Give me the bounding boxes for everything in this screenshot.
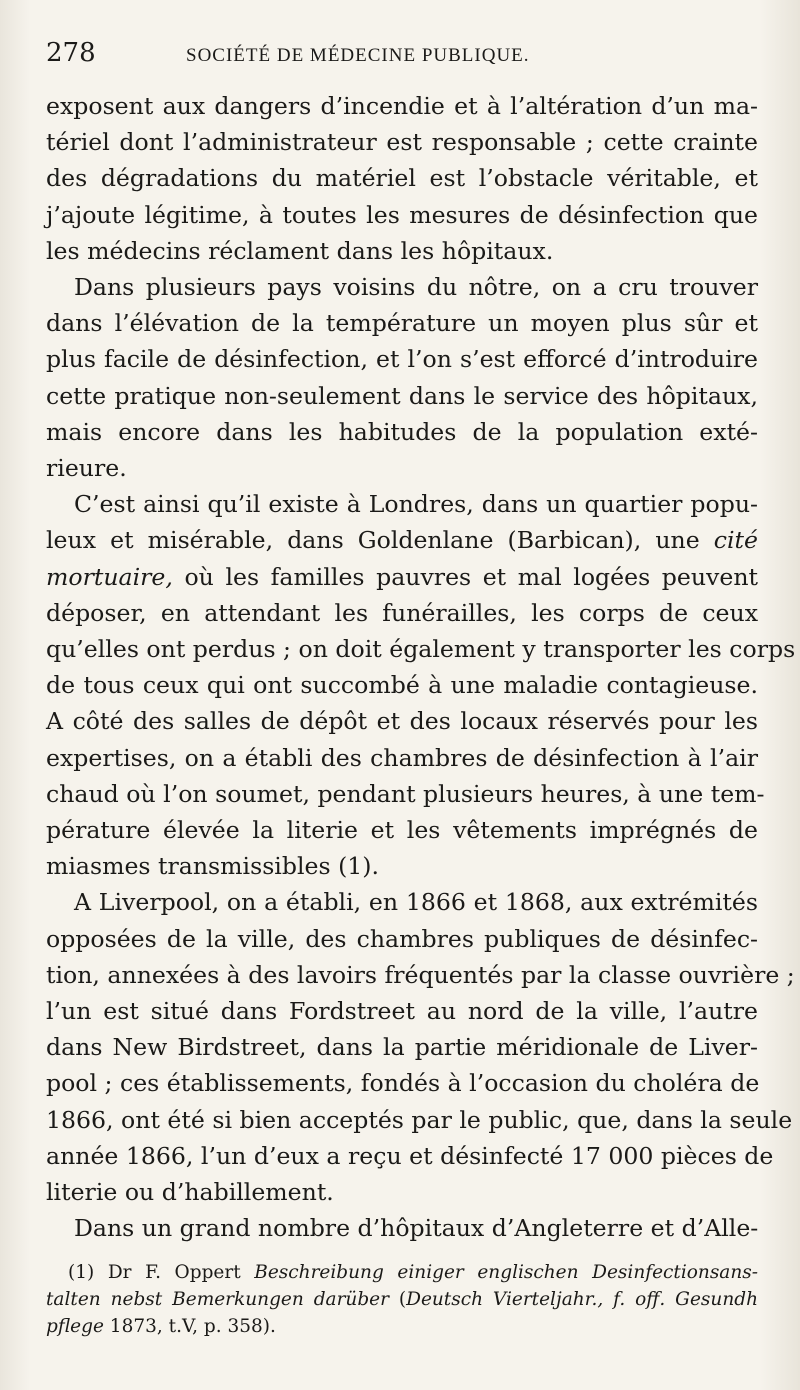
paragraph-4	[46, 884, 795, 1210]
text-line: opposées de la ville, des chambres publiques de désinfec-	[46, 924, 758, 953]
paragraph-5	[46, 1210, 758, 1246]
text-line: les médecins réclament dans les hôpitaux.	[46, 236, 554, 265]
text-line: expertises, on a établi des chambres de désinfection à l’air	[46, 743, 758, 772]
text-line: dans l’élévation de la température un moyen plus sûr et	[46, 309, 758, 338]
text-line: pérature élevée la literie et les vêtements imprégnés de	[46, 816, 758, 845]
text-line: A côté des salles de dépôt et des locaux réservés pour les	[46, 707, 758, 736]
text-line: des dégradations du matériel est l’obstacle véritable, et	[46, 164, 758, 193]
page-header	[46, 38, 758, 88]
page-number: 278	[46, 38, 96, 68]
text-line	[46, 559, 758, 595]
text-run: leux et misérable, dans Goldenlane (Barbican), une	[46, 526, 714, 555]
text-line: déposer, en attendant les funérailles, les corps de ceux	[46, 598, 758, 627]
text-line: tériel dont l’administrateur est responsable ; cette crainte	[46, 128, 758, 157]
text-line: C’est ainsi qu’il existe à Londres, dans un quartier popu-	[74, 490, 758, 519]
text-line: miasmes transmissibles (1).	[46, 852, 379, 881]
footnote-title: Beschreibung einiger englischen Desinfectionsans-	[254, 1261, 758, 1283]
text-line: l’un est situé dans Fordstreet au nord de la ville, l’autre	[46, 997, 758, 1026]
footnote-journal: Deutsch Vierteljahr., f. off. Gesundh	[406, 1288, 758, 1310]
body-text	[46, 88, 796, 1247]
text-line: exposent aux dangers d’incendie et à l’altération d’un ma-	[46, 92, 758, 120]
text-line: chaud où l’on soumet, pendant plusieurs heures, à une tem-	[46, 779, 765, 808]
footnote-journal: pflege	[46, 1315, 104, 1337]
text-line: Dans plusieurs pays voisins du nôtre, on a cru trouver	[74, 273, 758, 302]
text-line: Dans un grand nombre d’hôpitaux d’Angleterre et d’Alle-	[74, 1214, 759, 1243]
footnote-line	[46, 1259, 758, 1286]
footnote-line	[46, 1286, 758, 1313]
text-run: où les familles pauvres et mal logées peuvent	[172, 562, 758, 591]
italic-term: mortuaire,	[46, 562, 173, 591]
text-line: année 1866, l’un d’eux a reçu et désinfecté 17 000 pièces de	[46, 1141, 774, 1170]
text-line: plus facile de désinfection, et l’on s’est efforcé d’introduire	[46, 345, 758, 374]
text-line	[46, 522, 758, 558]
text-line: A Liverpool, on a établi, en 1866 et 1868, aux extrémités	[74, 888, 758, 917]
paragraph-3	[46, 486, 796, 884]
footnote-title: talten nebst Bemerkungen darüber	[46, 1288, 389, 1310]
paragraph-1	[46, 88, 758, 269]
text-line: cette pratique non-seulement dans le service des hôpitaux,	[46, 381, 758, 410]
text-line: rieure.	[46, 454, 127, 483]
text-line: j’ajoute légitime, à toutes les mesures de désinfection que	[46, 200, 758, 229]
footnote	[46, 1259, 758, 1340]
text-line: qu’elles ont perdus ; on doit également y transporter les corps	[46, 635, 796, 664]
italic-term: cité	[713, 526, 758, 555]
text-line: pool ; ces établissements, fondés à l’occasion du choléra de	[46, 1069, 760, 1098]
text-line: de tous ceux qui ont succombé à une maladie contagieuse.	[46, 671, 758, 700]
text-line: tion, annexées à des lavoirs fréquentés par la classe ouvrière ;	[46, 960, 795, 989]
text-line: mais encore dans les habitudes de la population exté-	[46, 417, 758, 446]
footnote-text: 1873, t.V, p. 358).	[103, 1315, 276, 1337]
text-line: 1866, ont été si bien acceptés par le public, que, dans la seule	[46, 1105, 793, 1134]
text-line: dans New Birdstreet, dans la partie méridionale de Liver-	[46, 1033, 758, 1062]
paragraph-2	[46, 269, 758, 486]
footnote-line	[46, 1313, 758, 1340]
footnote-text: (	[388, 1288, 407, 1310]
text-line: literie ou d’habillement.	[46, 1178, 334, 1207]
footnote-marker: (1) Dr F. Oppert	[68, 1261, 255, 1283]
running-head: SOCIÉTÉ DE MÉDECINE PUBLIQUE.	[186, 45, 530, 66]
